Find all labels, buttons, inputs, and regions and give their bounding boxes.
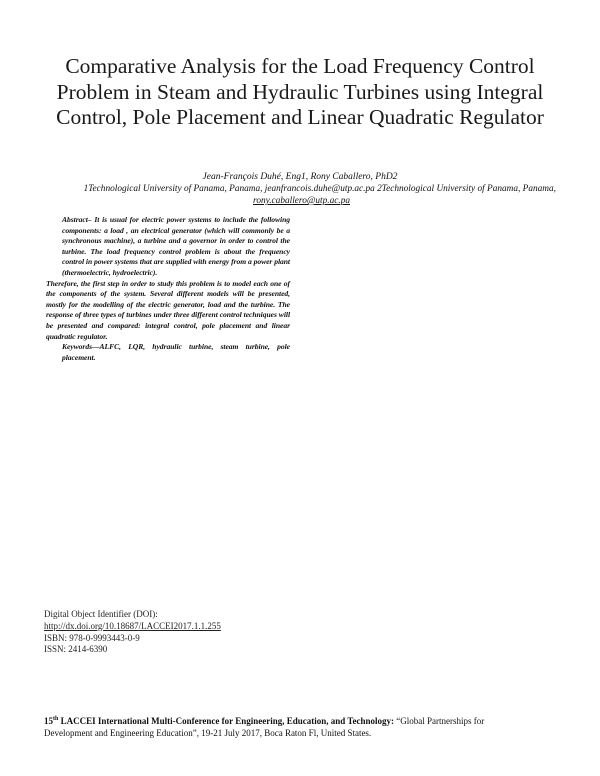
abstract-label: Abstract– bbox=[62, 215, 92, 224]
isbn: ISBN: 978-0-9993443-0-9 bbox=[44, 632, 140, 643]
issn: ISSN: 2414-6390 bbox=[44, 644, 108, 655]
footer-theme-1: “Global Partnerships for bbox=[396, 716, 485, 726]
abstract-paragraph-1 bbox=[46, 215, 290, 279]
author-list: Jean-François Duhé, Eng1, Rony Caballero, PhD2 bbox=[202, 172, 398, 182]
doi-link[interactable]: http://dx.doi.org/10.18687/LACCEI2017.1.1.255 bbox=[44, 620, 221, 631]
keywords bbox=[46, 342, 290, 363]
footer-ordinal: th bbox=[53, 716, 59, 722]
identifiers bbox=[44, 609, 344, 656]
doi-label: Digital Object Identifier (DOI): bbox=[44, 609, 158, 619]
keywords-label: Keywords bbox=[62, 342, 92, 352]
footer-line-2: Development and Engineering Education”, 19-21 July 2017, Boca Raton Fl, United States. bbox=[44, 727, 372, 738]
abstract bbox=[46, 215, 290, 363]
author-email[interactable]: rony.caballero@utp.ac.pa bbox=[253, 196, 350, 206]
keywords-text: —ALFC, LQR, hydraulic turbine, steam turbine, pole placement. bbox=[62, 342, 290, 362]
conference-footer bbox=[44, 716, 564, 740]
affiliations: 1Technological University of Panama, Panama, jeanfrancois.duhe@utp.ac.pa 2Technological University of Panama, Panama, bbox=[83, 184, 556, 194]
footer-line-1 bbox=[44, 716, 564, 728]
paper-title: Comparative Analysis for the Load Frequency Control Problem in Steam and Hydraulic Turbines using Integral Control, Pole Placement and Linear Quadratic Regulator bbox=[56, 54, 544, 129]
abstract-text-1: It is usual for electric power systems to include the following components: a load , an electrical generator (which will commonly be a synchronous machine), a turbine and a governor in order to control the turbine. The load frequency control problem is about the frequency control in power systems that are supplied with energy from a power plant (thermoelectric, hydroelectric). bbox=[62, 215, 290, 277]
abstract-paragraph-2: Therefore, the first step in order to study this problem is to model each one of the components of the system. Several different models will be presented, mostly for the modelling of the electric generator, load and the turbine. The response of three types of turbines under three different control techniques will be presented and compared: integral control, pole placement and linear quadratic regulator. bbox=[46, 278, 290, 341]
footer-conference: LACCEI International Multi-Conference for Engineering, Education, and Technology: bbox=[60, 716, 395, 726]
footer-number: 15 bbox=[44, 716, 53, 726]
